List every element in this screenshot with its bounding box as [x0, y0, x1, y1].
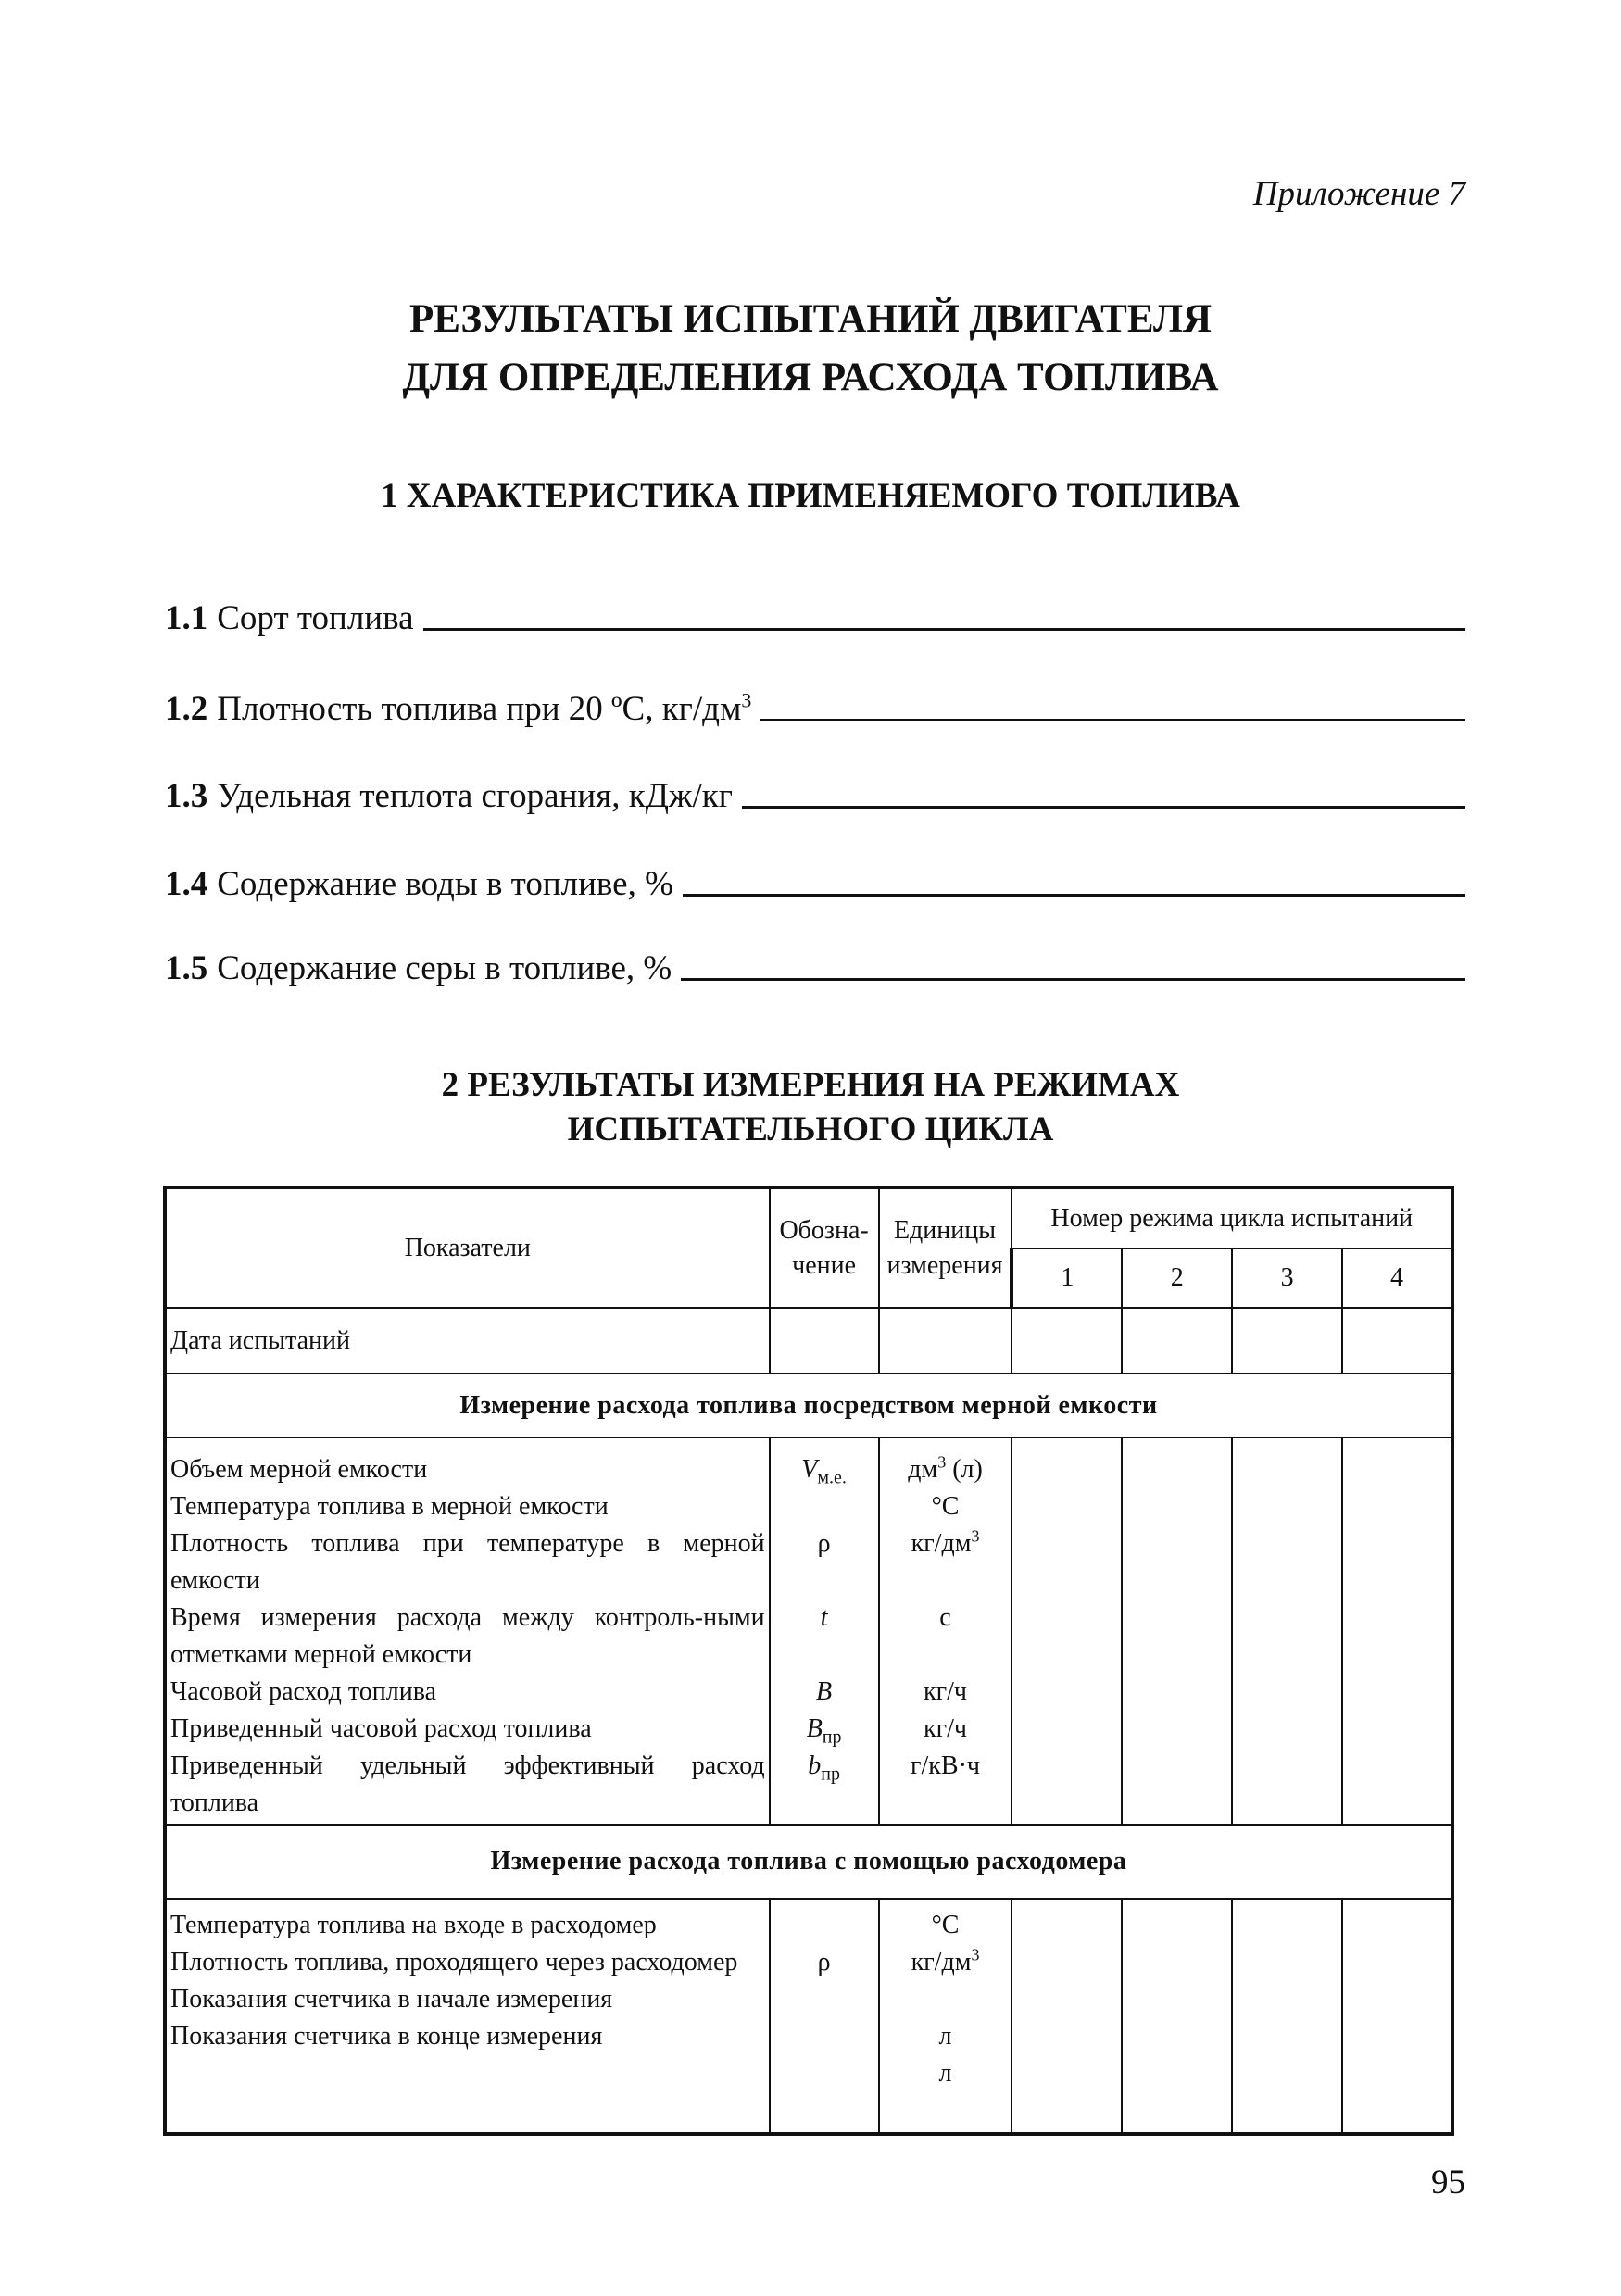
symbol-small-b-pr: $b_{пр}$ [808, 1751, 840, 1785]
label-reduced-specific-consumption: Приведенный удельный эффективный расход топлива [170, 1751, 765, 1817]
header-mode-1: 1 [1012, 1248, 1122, 1308]
header-mode-3: 3 [1232, 1248, 1342, 1308]
header-indicators: Показатели [165, 1187, 770, 1308]
field-label: Удельная теплота сгорания, кДж/кг [217, 777, 733, 815]
symbol-rho: ρ [817, 1948, 831, 1976]
header-units: Единицы измерения [879, 1187, 1012, 1308]
cell-mode-2[interactable] [1122, 1308, 1232, 1374]
unit-celsius: °С [931, 1911, 960, 1939]
fill-in-line[interactable] [683, 894, 1465, 897]
group-2-labels [165, 1899, 770, 2134]
fill-in-line[interactable] [742, 806, 1465, 809]
label-density-at-temperature: Плотность топлива при температуре в мерной емкости [170, 1529, 765, 1595]
field-number: 1.5 [165, 949, 208, 987]
symbol-rho: ρ [817, 1529, 831, 1558]
appendix-label: Приложение 7 [1252, 175, 1465, 213]
field-number: 1.3 [165, 777, 208, 815]
cell-mode-4[interactable] [1342, 1437, 1452, 1825]
cell-mode-1[interactable] [1012, 1308, 1122, 1374]
cell-mode-1[interactable] [1012, 1437, 1122, 1825]
unit-celsius: °С [931, 1492, 960, 1521]
label-reduced-hourly-consumption: Приведенный часовой расход топлива [170, 1714, 592, 1743]
label-counter-end: Показания счетчика в конце измерения [170, 2022, 603, 2051]
cell-mode-2[interactable] [1122, 1899, 1232, 2134]
label-tank-volume: Объем мерной емкости [170, 1455, 428, 1484]
page-number: 95 [1431, 2164, 1465, 2202]
document-title [0, 290, 1621, 407]
symbol-v-me: $V_{м.е.}$ [801, 1455, 847, 1488]
group-1-symbols [770, 1437, 879, 1825]
field-fuel-density[interactable] [165, 689, 1465, 730]
label-flowmeter-inlet-temperature: Температура топлива на входе в расходомер [170, 1911, 657, 1939]
field-label: Содержание воды в топливе, % [217, 865, 673, 903]
section-2-title-line-2: ИСПЫТАТЕЛЬНОГО ЦИКЛА [567, 1110, 1054, 1148]
title-line-1: РЕЗУЛЬТАТЫ ИСПЫТАНИЙ ДВИГАТЕЛЯ [408, 297, 1213, 341]
group-title-flowmeter: Измерение расхода топлива с помощью расходомера [165, 1825, 1452, 1899]
group-2-units [879, 1899, 1012, 2134]
unit-liters: л [938, 2059, 952, 2088]
field-number: 1.4 [165, 865, 208, 903]
group-2-symbols [770, 1899, 879, 2134]
label-tank-temperature: Температура топлива в мерной емкости [170, 1492, 609, 1521]
label-flowmeter-density: Плотность топлива, проходящего через расходомер [170, 1948, 738, 1976]
unit-liters: л [938, 2022, 952, 2051]
cell-empty[interactable] [770, 1308, 879, 1374]
symbol-t: t [820, 1603, 828, 1632]
unit-kg-dm3: $кг/дм^3$ [911, 1526, 980, 1558]
section-1-title: 1 ХАРАКТЕРИСТИКА ПРИМЕНЯЕМОГО ТОПЛИВА [381, 477, 1240, 515]
field-number: 1.2 [165, 690, 208, 728]
label-counter-start: Показания счетчика в начале измерения [170, 1985, 613, 2014]
cell-mode-4[interactable] [1342, 1899, 1452, 2134]
group-1-labels [165, 1437, 770, 1825]
unit-dm3-l: $дм^3$ (л) [908, 1452, 983, 1484]
fill-in-line[interactable] [760, 719, 1465, 721]
label-measurement-time: Время измерения расхода между контроль-ными отметками мерной емкости [170, 1603, 765, 1669]
section-2-title-line-1: 2 РЕЗУЛЬТАТЫ ИЗМЕРЕНИЯ НА РЕЖИМАХ [441, 1066, 1180, 1104]
row-label-test-date: Дата испытаний [165, 1308, 770, 1374]
symbol-b: B [816, 1677, 833, 1706]
header-mode-4: 4 [1342, 1248, 1452, 1308]
cell-mode-3[interactable] [1232, 1437, 1342, 1825]
field-fuel-grade[interactable] [165, 598, 1465, 639]
symbol-b-pr: $B_{пр}$ [806, 1714, 842, 1748]
unit-seconds: с [939, 1603, 951, 1632]
fill-in-line[interactable] [423, 628, 1465, 631]
unit-kg-dm3: $кг/дм^3$ [911, 1945, 980, 1976]
label-hourly-consumption: Часовой расход топлива [170, 1677, 437, 1706]
header-designation: Обозна- чение [770, 1187, 879, 1308]
header-mode-number: Номер режима цикла испытаний [1012, 1187, 1452, 1248]
cell-mode-3[interactable] [1232, 1899, 1342, 2134]
cell-mode-2[interactable] [1122, 1437, 1232, 1825]
unit-kg-h: кг/ч [924, 1677, 967, 1706]
group-title-measuring-tank: Измерение расхода топлива посредством мерной емкости [165, 1374, 1452, 1437]
field-label: Сорт топлива [217, 599, 414, 637]
field-water-content[interactable] [165, 864, 1465, 905]
field-heat-of-combustion[interactable] [165, 776, 1465, 817]
fill-in-line[interactable] [681, 978, 1465, 981]
unit-g-kwh: г/кВ·ч [911, 1751, 980, 1780]
cell-empty[interactable] [879, 1308, 1012, 1374]
title-line-2: ДЛЯ ОПРЕДЕЛЕНИЯ РАСХОДА ТОПЛИВА [402, 356, 1219, 399]
section-2-title [0, 1063, 1621, 1152]
results-table [163, 1186, 1454, 2136]
cell-mode-3[interactable] [1232, 1308, 1342, 1374]
unit-kg-h: кг/ч [924, 1714, 967, 1743]
field-label: Плотность топлива при 20 ºС, $кг/дм^3$ [217, 688, 752, 728]
cell-mode-1[interactable] [1012, 1899, 1122, 2134]
header-mode-2: 2 [1122, 1248, 1232, 1308]
cell-mode-4[interactable] [1342, 1308, 1452, 1374]
group-1-units [879, 1437, 1012, 1825]
field-label: Содержание серы в топливе, % [217, 949, 672, 987]
field-sulfur-content[interactable] [165, 948, 1465, 989]
field-number: 1.1 [165, 599, 208, 637]
